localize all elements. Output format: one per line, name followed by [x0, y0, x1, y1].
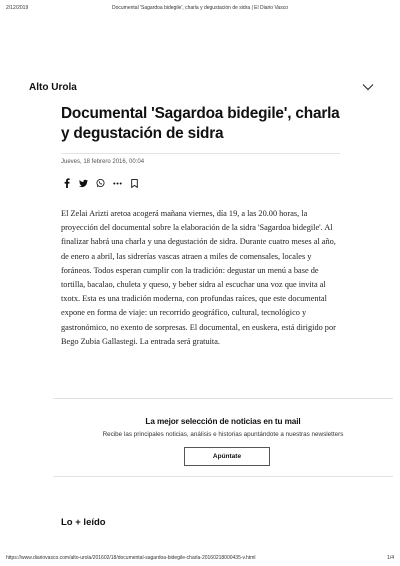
- more-icon[interactable]: [113, 177, 122, 189]
- print-page-number: 1/4: [387, 555, 394, 561]
- most-read-heading: Lo + leído: [61, 517, 106, 528]
- article-body: El Zelai Arizti aretoa acogerá mañana viernes, día 19, a las 20.00 horas, la proyección del documental sobre la elaboración de la sidra 'Sagardoa bidegile'. Al finalizar habrá una charla y una degustación de sidra. Durante cuatro meses al año, de enero a abril, las sidrerías vascas atraen a miles de comensales, locales y foráneos. Todos esperan cumplir con la tradición: degustar un menú a base de tortilla, bacalao, chuleta y queso, y beber sidra al escuchar una voz que invita al txotx. Esta es una tradición moderna, con profundas raíces, que este documental expone en forma de viaje: un recorrido geográfico, cultural, tecnológico y gastronómico, no exento de sorpresas. El documental, en euskera, está dirigido por Bego Zubia Gallastegi. La entrada será gratuita.: [61, 209, 336, 346]
- title-divider: [61, 153, 340, 154]
- newsletter-title: La mejor selección de noticias en tu mail: [145, 417, 301, 426]
- newsletter-subtitle: Recibe las principales noticias, análisis e historias apuntándote a nuestras newsletters: [102, 431, 344, 438]
- bookmark-icon[interactable]: [130, 177, 139, 189]
- print-header: [6, 5, 394, 11]
- print-date: 2/12/2019: [6, 5, 29, 11]
- print-doc-title: Documental 'Sagardoa bidegile', charla y degustación de sidra | El Diario Vasco: [112, 5, 288, 11]
- print-url: https://www.diariovasco.com/alto-urola/201602/18/documental-sagardoa-bidegile-charla-20160218000435-v.html: [6, 555, 256, 561]
- section-name[interactable]: Alto Urola: [29, 81, 77, 93]
- subscribe-button[interactable]: Apúntate: [184, 447, 270, 466]
- twitter-icon[interactable]: [79, 177, 88, 189]
- facebook-icon[interactable]: [62, 177, 71, 189]
- print-footer: [6, 555, 394, 561]
- section-bar: [29, 80, 374, 94]
- article-title: Documental 'Sagardoa bidegile', charla y degustación de sidra: [61, 105, 340, 142]
- chevron-down-icon[interactable]: [362, 83, 374, 91]
- share-bar: [62, 177, 139, 189]
- whatsapp-icon[interactable]: [96, 177, 105, 189]
- article-date: Jueves, 18 febrero 2016, 00:04: [61, 159, 145, 165]
- newsletter-box: [53, 398, 393, 477]
